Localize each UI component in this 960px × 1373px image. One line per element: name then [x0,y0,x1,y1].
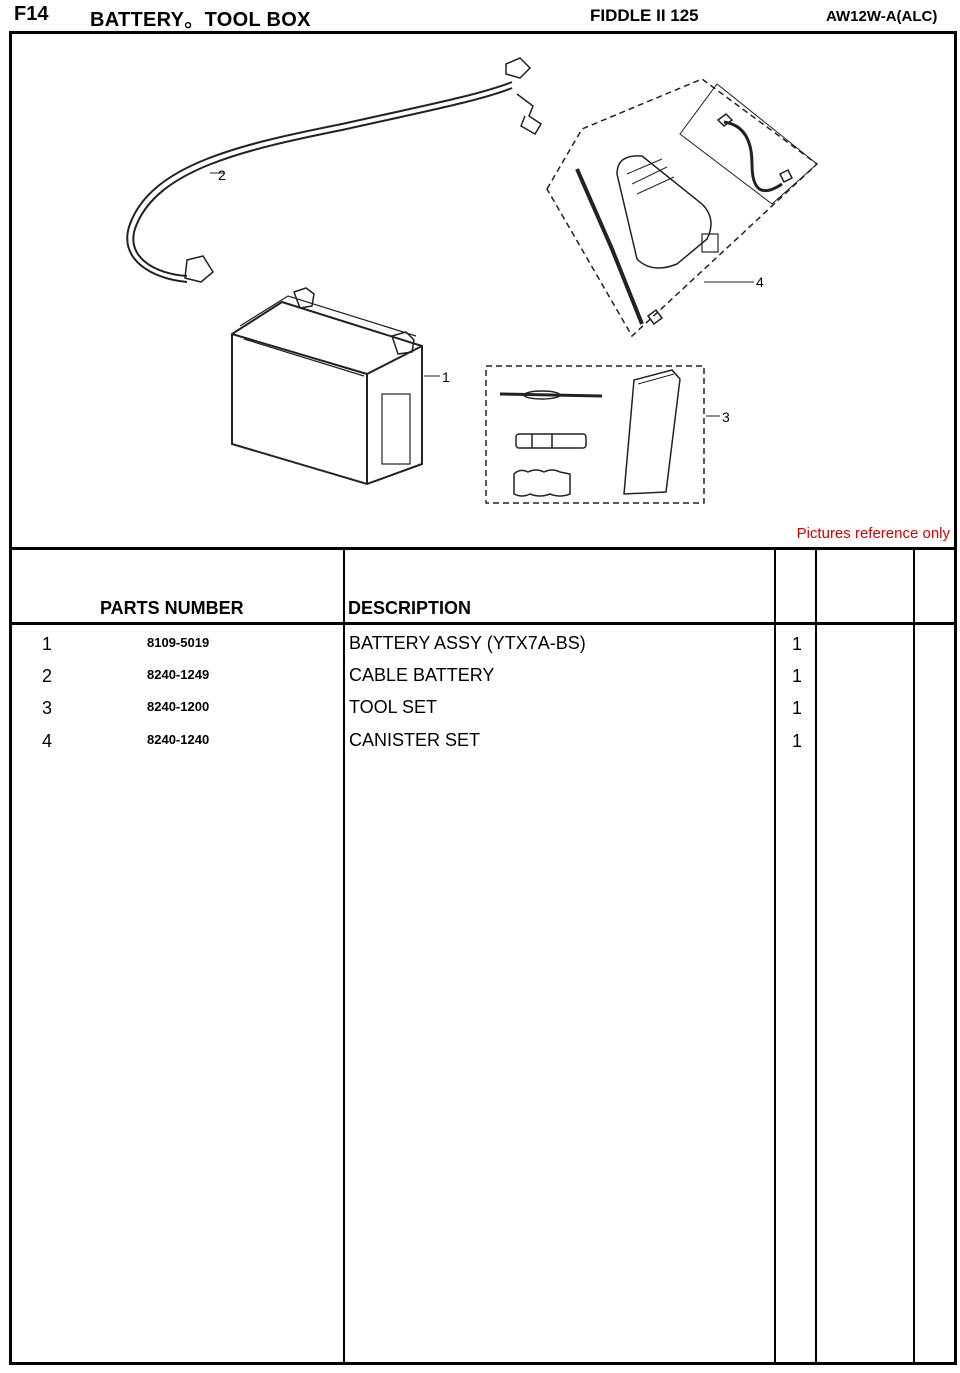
section-code: F14 [14,3,49,25]
table-row [12,692,954,724]
model-code: AW12W-A(ALC) [826,8,938,25]
part-quantity: 1 [792,666,803,686]
part-description: CABLE BATTERY [349,665,495,685]
model-name: FIDDLE II 125 [590,6,699,25]
table-row [12,660,954,692]
part-description: TOOL SET [349,697,438,717]
row-index: 2 [42,666,53,686]
part-number: 8240-1240 [147,732,210,747]
part-quantity: 1 [792,698,803,718]
table-row [12,725,954,757]
row-index: 3 [42,698,53,718]
part-quantity: 1 [792,634,803,654]
battery-cable-drawing [127,58,541,282]
callout-4: 4 [756,274,764,290]
table-header-rule [12,622,954,625]
reference-note: Pictures reference only [796,525,950,542]
part-quantity: 1 [792,731,803,751]
canister-set-drawing [547,79,817,336]
description-header: DESCRIPTION [348,598,472,618]
parts-illustration [12,34,954,546]
table-row [12,628,954,660]
battery-drawing [232,288,440,484]
exploded-diagram [12,34,954,549]
callout-2: 2 [218,167,226,183]
part-description: BATTERY ASSY (YTX7A-BS) [349,633,586,653]
part-number: 8109-5019 [147,635,210,650]
section-title: BATTERY。TOOL BOX [90,9,311,31]
part-number: 8240-1200 [147,699,210,714]
callout-1: 1 [442,369,450,385]
page-header [0,0,960,32]
part-description: CANISTER SET [349,730,481,750]
part-number: 8240-1249 [147,667,210,682]
parts-sheet-frame [9,31,957,1365]
callout-3: 3 [722,409,730,425]
parts-number-header: PARTS NUMBER [100,598,244,618]
row-index: 4 [42,731,53,751]
section-divider [12,547,954,550]
row-index: 1 [42,634,53,654]
tool-set-drawing [486,366,720,503]
